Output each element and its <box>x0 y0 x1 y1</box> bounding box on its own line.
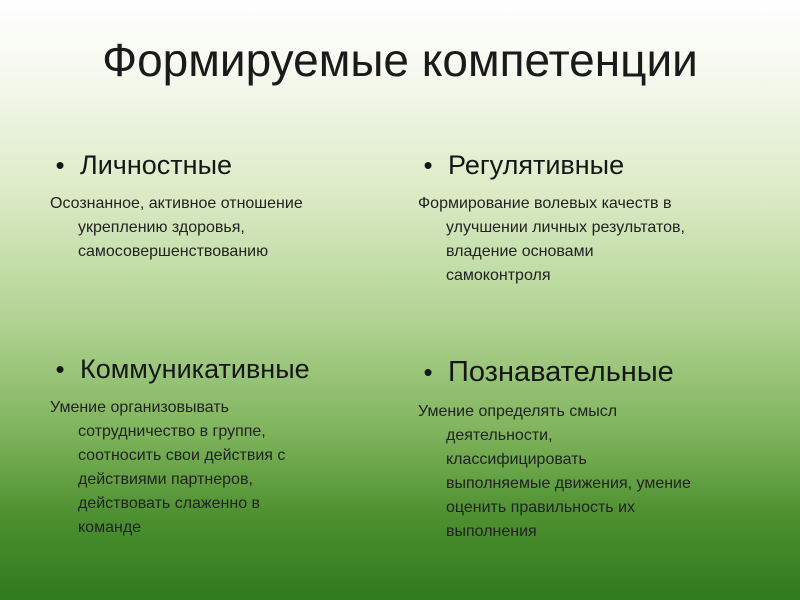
competence-description <box>418 400 768 544</box>
competence-block-cognitive <box>418 352 768 544</box>
description-line: выполнения <box>446 523 537 540</box>
competence-description <box>50 192 400 264</box>
bullet-icon: • <box>55 150 65 180</box>
description-line: самосовершенствованию <box>78 243 269 260</box>
description-line: соотносить свои действия с <box>78 447 286 464</box>
description-line: команде <box>78 519 142 536</box>
bullet-icon: • <box>55 354 65 384</box>
heading-label: Регулятивные <box>448 150 625 180</box>
bullet-icon: • <box>423 150 433 180</box>
description-line: Умение определять смысл <box>418 403 618 420</box>
description-line: действовать слаженно в <box>78 495 261 512</box>
description-line: классифицировать <box>446 451 587 468</box>
description-line: действиями партнеров, <box>78 471 253 488</box>
competence-heading <box>50 350 400 388</box>
description-line: улучшении личных результатов, <box>446 219 685 236</box>
description-line: Формирование волевых качеств в <box>418 195 672 212</box>
description-line: Осознанное, активное отношение <box>50 195 303 212</box>
description-line: Умение организовывать <box>50 399 229 416</box>
description-line: выполняемые движения, умение <box>446 475 691 492</box>
description-line: сотрудничество в группе, <box>78 423 266 440</box>
bullet-icon: • <box>423 357 433 387</box>
competence-heading <box>418 146 768 184</box>
competence-description <box>50 396 400 540</box>
competence-block-regulatory <box>418 146 768 288</box>
description-line: владение основами <box>446 243 594 260</box>
heading-label: Познавательные <box>448 356 674 388</box>
description-line: деятельности, <box>446 427 553 444</box>
description-line: самоконтроля <box>446 267 551 284</box>
competence-heading <box>418 352 768 392</box>
competence-block-communicative <box>50 350 400 540</box>
description-line: оценить правильность их <box>446 499 636 516</box>
slide-title: Формируемые компетенции <box>102 34 698 86</box>
competence-block-personal <box>50 146 400 264</box>
competence-heading <box>50 146 400 184</box>
description-line: укреплению здоровья, <box>78 219 245 236</box>
competence-description <box>418 192 768 288</box>
heading-label: Коммуникативные <box>80 354 310 384</box>
heading-label: Личностные <box>80 150 232 180</box>
